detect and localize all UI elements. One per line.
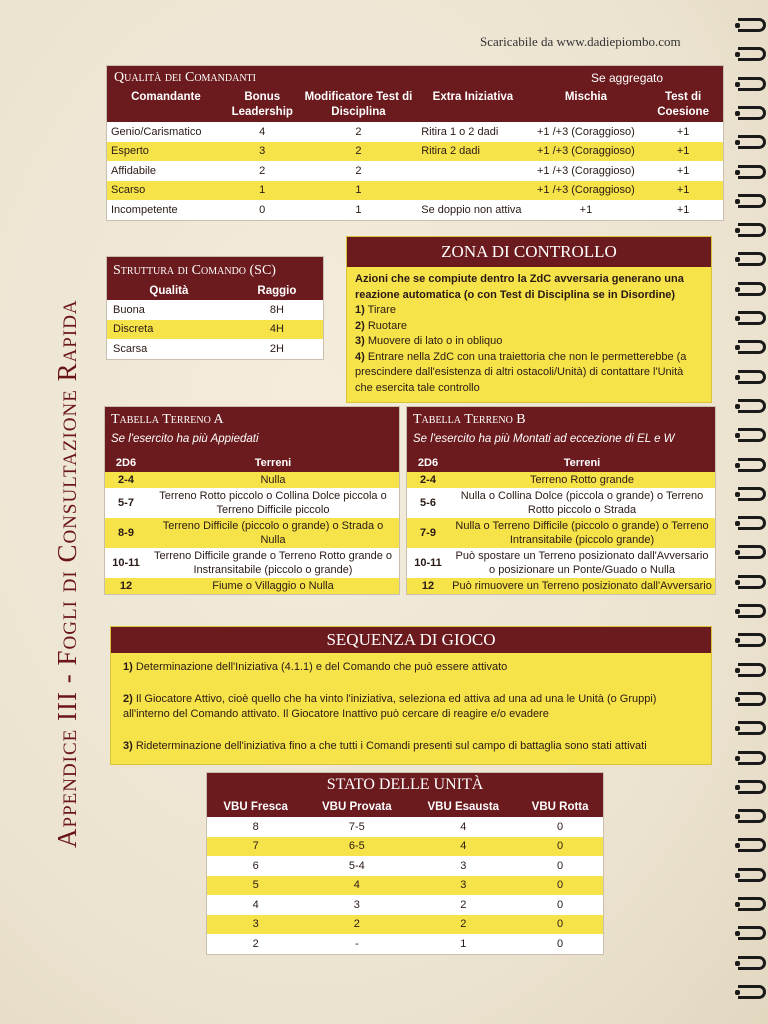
table-row <box>407 578 715 594</box>
table-row <box>207 856 603 876</box>
table-cell: 0 <box>557 898 564 911</box>
table-cell: +1 <box>676 203 690 216</box>
table-cell: +1 <box>676 164 690 177</box>
table-row <box>407 548 715 578</box>
table-cell: Se doppio non attiva <box>421 203 522 216</box>
list-item <box>355 334 703 350</box>
table-cell: Può spostare un Terreno posizionato dall'Avversario o posizionare un Ponte/Guado o Nulla <box>455 550 709 576</box>
spiral-ring <box>738 47 766 61</box>
spiral-ring <box>738 663 766 677</box>
list-item-number: 3) <box>355 335 365 347</box>
list-item-text: Tirare <box>364 304 396 316</box>
table-cell: Ritira 1 o 2 dadi <box>421 125 499 138</box>
table-cell <box>417 161 528 181</box>
table-row <box>107 142 723 162</box>
spiral-ring <box>738 135 766 149</box>
unit-status-table <box>206 772 604 955</box>
table-cell: 3 <box>252 918 259 931</box>
game-sequence-body <box>111 653 711 764</box>
col-header: Raggio <box>231 281 323 300</box>
list-item <box>355 303 703 319</box>
table-cell: 3 <box>259 145 266 158</box>
table-cell: 2 <box>259 164 266 177</box>
aggregate-label: Se aggregato <box>591 71 664 85</box>
table-cell: Fiume o Villaggio o Nulla <box>212 580 334 592</box>
spiral-ring <box>738 780 766 794</box>
table-cell: 4 <box>259 125 266 138</box>
list-item-number: 1) <box>355 304 365 316</box>
table-row <box>107 161 723 181</box>
table-cell: Incompetente <box>111 203 178 216</box>
col-header: Terreni <box>449 453 715 472</box>
table-cell: Nulla <box>260 474 286 486</box>
table-row <box>105 472 399 488</box>
table-cell: 10-11 <box>414 557 442 569</box>
table-cell: 5 <box>252 879 259 892</box>
spiral-ring <box>738 311 766 325</box>
table-cell: 2 <box>460 918 467 931</box>
list-item-number: 4) <box>355 350 365 363</box>
table-cell: 0 <box>557 918 564 931</box>
site-credit: Scaricabile da www.dadiepiombo.com <box>480 34 681 49</box>
col-header: Extra Iniziativa <box>417 90 528 122</box>
spiral-ring <box>738 77 766 91</box>
spiral-ring <box>738 897 766 911</box>
game-sequence-title: SEQUENZA DI GIOCO <box>111 627 711 653</box>
list-item-text: Ruotare <box>364 319 407 332</box>
table-cell: 4H <box>269 323 284 336</box>
table-row <box>107 181 723 201</box>
unit-status-grid <box>207 797 603 954</box>
table-cell: 1 <box>460 937 467 950</box>
list-item-number: 2) <box>123 692 133 705</box>
table-row <box>105 488 399 518</box>
table-cell: Esperto <box>111 145 149 158</box>
table-cell: 2-4 <box>118 474 134 486</box>
commanders-quality-table <box>106 65 724 221</box>
terrain-a-title: Tabella Terreno A <box>111 412 224 427</box>
spiral-ring <box>738 340 766 354</box>
col-header: 2D6 <box>407 453 449 472</box>
table-cell: 1 <box>259 184 266 197</box>
terrain-b-title: Tabella Terreno B <box>413 412 526 427</box>
spiral-ring <box>738 165 766 179</box>
table-cell: Buona <box>113 303 145 316</box>
spiral-ring <box>738 106 766 120</box>
table-cell <box>417 181 528 201</box>
table-cell: 4 <box>460 840 467 853</box>
table-row <box>107 300 323 320</box>
col-header: VBU Esausta <box>409 797 517 817</box>
spiral-ring <box>738 985 766 999</box>
table-cell: 2 <box>355 164 362 177</box>
list-item-number: 3) <box>123 739 133 752</box>
zone-of-control-body <box>347 267 711 402</box>
table-row <box>207 837 603 857</box>
zone-of-control-title: ZONA DI CONTROLLO <box>347 237 711 267</box>
spiral-ring <box>738 604 766 618</box>
table-row <box>107 339 323 359</box>
list-item <box>123 692 699 723</box>
spiral-ring <box>738 868 766 882</box>
spiral-ring <box>738 370 766 384</box>
table-cell: 1 <box>355 184 362 197</box>
spiral-binding <box>736 18 768 1018</box>
table-cell: 4 <box>252 898 259 911</box>
spiral-ring <box>738 692 766 706</box>
table-row <box>107 122 723 142</box>
table-cell: +1 /+3 (Coraggioso) <box>537 125 635 138</box>
unit-status-title: STATO DELLE UNITÀ <box>207 773 603 797</box>
table-cell: 0 <box>557 859 564 872</box>
spiral-ring <box>738 252 766 266</box>
table-cell: 8H <box>269 303 284 316</box>
table-row <box>407 518 715 548</box>
table-row <box>207 876 603 896</box>
table-row <box>207 934 603 954</box>
table-cell: 3 <box>460 859 467 872</box>
table-cell: Genio/Carismatico <box>111 125 202 138</box>
list-item <box>355 350 703 397</box>
commanders-title: Qualità dei Comandanti <box>114 70 256 85</box>
spiral-ring <box>738 838 766 852</box>
game-sequence-box <box>110 626 712 765</box>
table-cell: Discreta <box>113 323 154 336</box>
spiral-ring <box>738 721 766 735</box>
table-cell: 2 <box>460 898 467 911</box>
table-cell: 2 <box>353 918 360 931</box>
table-cell: Terreno Difficile grande o Terreno Rotto grande o Instransitabile (piccolo o grande) <box>153 550 393 576</box>
commanders-grid <box>107 90 723 220</box>
table-cell: 2-4 <box>420 474 436 486</box>
table-row <box>107 320 323 340</box>
table-cell: Terreno Difficile (piccolo o grande) o Strada o Nulla <box>162 520 384 546</box>
list-item-number: 2) <box>355 319 365 332</box>
appendix-title: Appendice III - Fogli di Consultazione Rapida <box>52 299 82 848</box>
table-cell: 7-9 <box>420 527 436 539</box>
spiral-ring <box>738 516 766 530</box>
table-cell: 10-11 <box>112 557 140 569</box>
spiral-ring <box>738 926 766 940</box>
col-header: Qualità <box>107 281 231 300</box>
command-structure-grid <box>107 281 323 359</box>
table-cell: +1 /+3 (Coraggioso) <box>537 184 635 197</box>
table-cell: +1 <box>676 184 690 197</box>
spiral-ring <box>738 487 766 501</box>
table-cell: 8 <box>252 820 259 833</box>
terrain-a-subtitle: Se l'esercito ha più Appiedati <box>111 433 259 445</box>
table-cell: +1 /+3 (Coraggioso) <box>537 145 635 158</box>
table-row <box>407 472 715 488</box>
spiral-ring <box>738 194 766 208</box>
table-cell: 4 <box>353 879 360 892</box>
zone-of-control-intro: Azioni che se compiute dentro la ZdC avversaria generano una reazione automatica (o con Test di Disciplina se in Disordine) <box>355 273 684 301</box>
table-cell: +1 <box>676 125 690 138</box>
command-structure-title: Struttura di Comando (SC) <box>107 257 323 281</box>
terrain-a-grid <box>105 453 399 594</box>
table-cell: 3 <box>353 898 360 911</box>
table-cell: +1 <box>579 203 593 216</box>
table-row <box>207 817 603 837</box>
table-cell: +1 <box>676 145 690 158</box>
table-cell: Scarso <box>111 184 146 197</box>
table-cell: Terreno Rotto piccolo o Collina Dolce piccola o Terreno Difficile piccolo <box>159 490 387 516</box>
col-header: Terreni <box>147 453 399 472</box>
spiral-ring <box>738 18 766 32</box>
col-header: Modificatore Test di Disciplina <box>300 90 418 122</box>
list-item-text: Muovere di lato o in obliquo <box>364 335 503 347</box>
table-cell: 0 <box>557 879 564 892</box>
table-cell: 12 <box>119 580 133 592</box>
table-cell: 2 <box>355 125 362 138</box>
table-row <box>105 518 399 548</box>
terrain-table-b <box>406 406 716 595</box>
table-row <box>105 548 399 578</box>
table-cell: 7-5 <box>348 820 365 833</box>
terrain-b-grid <box>407 453 715 594</box>
table-cell: Nulla o Collina Dolce (piccola o grande) o Terreno Rotto piccolo o Strada <box>460 490 704 516</box>
spiral-ring <box>738 399 766 413</box>
table-row <box>105 578 399 594</box>
table-cell: 2 <box>355 145 362 158</box>
table-cell: 2 <box>252 937 259 950</box>
table-cell: Affidabile <box>111 164 157 177</box>
spiral-ring <box>738 751 766 765</box>
terrain-table-a <box>104 406 400 595</box>
table-cell: 3 <box>460 879 467 892</box>
col-header: 2D6 <box>105 453 147 472</box>
spiral-ring <box>738 575 766 589</box>
spiral-ring <box>738 428 766 442</box>
table-cell: 1 <box>355 203 362 216</box>
table-cell: Terreno Rotto grande <box>530 474 634 486</box>
list-item-number: 1) <box>123 661 133 673</box>
table-cell: 6 <box>252 859 259 872</box>
spiral-ring <box>738 956 766 970</box>
table-cell: 4 <box>460 820 467 833</box>
table-row <box>407 488 715 518</box>
table-cell: 0 <box>259 203 266 216</box>
terrain-b-subtitle: Se l'esercito ha più Montati ad eccezione di EL e W <box>413 433 675 445</box>
table-row <box>107 200 723 220</box>
col-header: Comandante <box>107 90 225 122</box>
col-header: VBU Rotta <box>517 797 603 817</box>
table-cell: - <box>354 937 359 950</box>
list-item <box>123 739 699 755</box>
table-cell: 0 <box>557 937 564 950</box>
zone-of-control-box <box>346 236 712 403</box>
table-cell: 2H <box>269 342 284 355</box>
col-header: VBU Provata <box>304 797 409 817</box>
col-header: Mischia <box>529 90 644 122</box>
table-cell: 5-4 <box>348 859 365 872</box>
spiral-ring <box>738 545 766 559</box>
command-structure-table <box>106 256 324 360</box>
list-item <box>355 319 703 335</box>
list-item <box>123 660 699 676</box>
spiral-ring <box>738 282 766 296</box>
table-cell: 5-7 <box>118 497 134 509</box>
col-header: VBU Fresca <box>207 797 304 817</box>
list-item-text: Entrare nella ZdC con una traiettoria che non le permetterebbe (a prescindere dall'esistenza di altri ostacoli/Unità) di contattare l'Unità che esercita tale controllo <box>355 350 687 394</box>
list-item-text: Determinazione dell'Iniziativa (4.1.1) e del Comando che può essere attivato <box>132 661 508 673</box>
terrain-b-header <box>407 407 715 453</box>
commanders-header <box>107 66 723 90</box>
spiral-ring <box>738 633 766 647</box>
table-cell: +1 /+3 (Coraggioso) <box>537 164 635 177</box>
table-cell: 0 <box>557 820 564 833</box>
table-cell: 7 <box>252 840 259 853</box>
table-cell: Scarsa <box>113 342 148 355</box>
table-row <box>207 895 603 915</box>
table-cell: 0 <box>557 840 564 853</box>
spiral-ring <box>738 223 766 237</box>
list-item-text: Il Giocatore Attivo, cioè quello che ha vinto l'iniziativa, seleziona ed attiva ad una ad una le Unità (o Gruppi) all'interno del Comando attivato. Il Giocatore Inattivo può cercare di reagire e/o evadere <box>123 692 657 720</box>
spiral-ring <box>738 809 766 823</box>
terrain-a-header <box>105 407 399 453</box>
table-cell: Nulla o Terreno Difficile (piccolo o grande) o Terreno Intransitabile (piccolo grande) <box>455 520 709 546</box>
table-cell: 6-5 <box>348 840 365 853</box>
table-cell: 8-9 <box>118 527 134 539</box>
spiral-ring <box>738 458 766 472</box>
table-cell: 12 <box>421 580 435 592</box>
col-header: Bonus Leadership <box>225 90 300 122</box>
list-item-text: Rideterminazione dell'iniziativa fino a che tutti i Comandi presenti sul campo di battaglia sono stati attivati <box>132 739 647 752</box>
table-cell: Può rimuovere un Terreno posizionato dall'Avversario <box>452 580 712 592</box>
table-row <box>207 915 603 935</box>
table-cell: Ritira 2 dadi <box>421 145 480 158</box>
col-header: Test di Coesione <box>643 90 723 122</box>
table-cell: 5-6 <box>420 497 436 509</box>
